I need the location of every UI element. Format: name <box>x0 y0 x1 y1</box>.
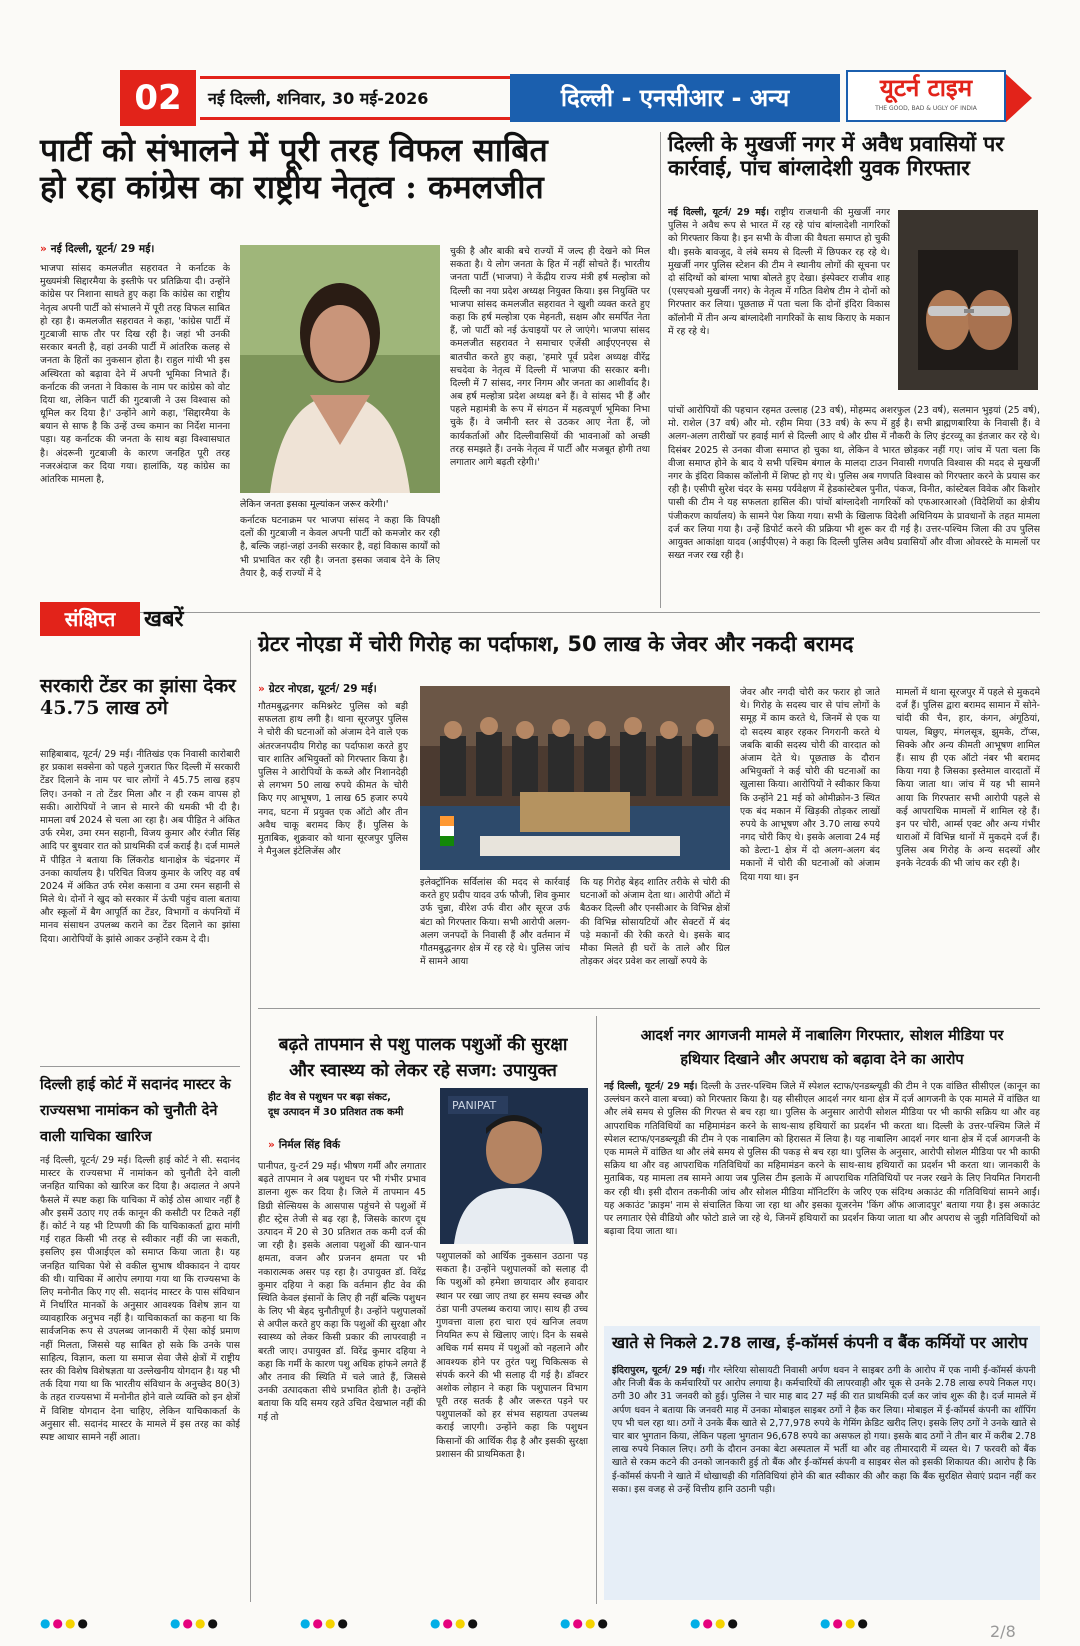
brief-divider <box>40 1066 240 1067</box>
column-divider <box>660 132 661 608</box>
article-4-photo-sign: PANIPAT <box>452 1099 497 1112</box>
article-5-headline-line-1: आदर्श नगर आगजनी मामले में नाबालिग गिरफ्तार, सोशल मीडिया पर <box>640 1027 1004 1044</box>
article-4-byline: » निर्मल सिंह विर्क <box>268 1139 341 1151</box>
article-2-photo-handcuffs <box>898 210 1038 390</box>
column-divider <box>250 640 251 1602</box>
article-4-column-1: पानीपत, यु-टर्न 29 मई। भीषण गर्मी और लगातार बढ़ते तापमान ने अब पशुधन पर भी गंभीर प्रभाव डालना शुरू कर दिया है। जिले में तापमान 45 डिग्री सेल्सियस के आसपास पहुंचने से पशुओं में हीट स्ट्रेस तेजी से बढ़ रहा है, जिसके कारण दूध उत्पादन में 20 से 30 प्रतिशत तक कमी दर्ज की जा रही है। इसके अलावा पशुओं की खान-पान क्षमता, वजन और प्रजनन क्षमता पर भी नकारात्मक असर पड़ रहा है। उपायुक्त डॉ. विरेंद्र कुमार दहिया ने कहा कि वर्तमान हीट वेव की स्थिति केवल इंसानों के लिए ही नहीं बल्कि पशुधन के लिए भी बेहद चुनौतीपूर्ण है। उन्होंने पशुपालकों से अपील करते हुए कहा कि पशुओं की सुरक्षा और स्वास्थ्य को लेकर किसी प्रकार की लापरवाही न बरती जाए। उपायुक्त डॉ. विरेंद्र कुमार दहिया ने कहा कि गर्मी के कारण पशु अधिक हांफने लगते हैं और तनाव की स्थिति में चले जाते हैं, जिससे उनकी उत्पादकता सीधे प्रभावित होती है। उन्होंने बताया कि यदि समय रहते उचित देखभाल नहीं की गई तो <box>258 1161 426 1423</box>
brief-1-headline: सरकारी टेंडर का झांसा देकर 45.75 लाख ठगे <box>40 675 236 719</box>
masthead-logo <box>846 70 1006 122</box>
article-2-column-top: नई दिल्ली, यूटर्न/ 29 मई। राष्ट्रीय राजधानी की मुखर्जी नगर पुलिस ने अवैध रूप से भारत में रह रहे पांच बांग्लादेशी नागरिकों को गिरफ्तार किया है। इन सभी के वीजा की वैधता समाप्त हो चुकी थी। इसके बावजूद, वे लंबे समय से दिल्ली में छिपकर रह रहे थे। मुखर्जी नगर पुलिस स्टेशन की टीम ने स्थानीय लोगों की सूचना पर दो संदिग्धों को बांग्ला भाषा बोलते हुए देखा। इंस्पेक्टर राजीव शाह (एसएचओ मुखर्जी नगर) के नेतृत्व में गठित विशेष टीम ने दोनों को गिरफ्तार कर लिया। पूछताछ में पता चला कि दोनों इंदिरा विकास कॉलोनी में तीन अन्य बांग्लादेशी नागरिकों के साथ किराए के मकान में रह रहे थे। <box>668 207 890 337</box>
article-6-dateline: इंदिरापुरम, यूटर्न/ 29 मई। <box>612 1365 705 1376</box>
page-header <box>40 70 1040 126</box>
article-3-column-5: मामलों में थाना सूरजपुर में पहले से मुकदमे दर्ज हैं। पुलिस द्वारा बरामद सामान में सोने-चांदी की चैन, हार, कंगन, अंगूठियां, पायल, बिछुए, मंगलसूत्र, झुमके, टॉप्स, सिक्के और अन्य कीमती आभूषण शामिल हैं। साथ ही एक ऑटो नंबर भी बरामद किया गया है जिसका इस्तेमाल वारदातों में किया जाता था। जांच में यह भी सामने आया कि गिरफ्तार सभी आरोपी पहले से कई आपराधिक मामलों में शामिल रहे हैं। इन पर चोरी, आर्म्स एक्ट और अन्य गंभीर धाराओं में विभिन्न थानों में मुकदमे दर्ज हैं। पुलिस अब गिरोह के अन्य सदस्यों और इनके नेटवर्क की भी जांच कर रही है। <box>896 687 1040 870</box>
registration-marks: ●●●● <box>40 1616 90 1630</box>
article-4-subheadline: हीट वेव से पशुधन पर बढ़ा संकट, दूध उत्पादन में 30 प्रतिशत तक कमी <box>268 1092 404 1118</box>
article-5-text: नई दिल्ली, यूटर्न/ 29 मई। दिल्ली के उत्तर-पश्चिम जिले में स्पेशल स्टाफ/एनडब्ल्यूडी की टीम ने एक वांछित सीसीएल (कानून का उल्लंघन करने वाला बच्चा) को गिरफ्तार किया है। यह सीसीएल आदर्श नगर थाना क्षेत्र में दर्ज आगजनी के एक मामले में वांछित था और लंबे समय से पुलिस की गिरफ्त से बच रहा था। पुलिस के अनुसार आरोपी सोशल मीडिया पर भी काफी सक्रिय था और वह आपराधिक गतिविधियों का महिमामंडन करने के साथ-साथ हथियारों का प्रदर्शन भी करता था। दिल्ली के उत्तर-पश्चिम जिले में स्पेशल स्टाफ/एनडब्ल्यूडी की टीम ने एक नाबालिग को हिरासत में लिया है। यह नाबालिग आदर्श नगर थाना क्षेत्र में दर्ज आगजनी के एक मामले में वांछित था और लंबे समय से पुलिस की पकड़ से बच रहा था। पुलिस के अनुसार, आरोपी सोशल मीडिया पर भी काफी सक्रिय था और वह आपराधिक गतिविधियों का महिमामंडन करने के साथ-साथ हथियारों का प्रदर्शन भी करता था। जानकारी के मुताबिक, यह मामला तब सामने आया जब पुलिस टीम इलाके में आपराधिक गतिविधियों पर नजर रखने के लिए नियमित निगरानी कर रही थी। इसी दौरान तकनीकी जांच और सोशल मीडिया मॉनिटरिंग के जरिए एक संदिग्ध अकाउंट की गतिविधियां सामने आईं। यह अकाउंट 'क्राइम' नाम से संचालित किया जा रहा था और इसका यूजरनेम 'किंग ऑफ आजादपुर' बताया गया है। इस अकाउंट पर लगातार ऐसे वीडियो और फोटो डाले जा रहे थे, जिनमें हथियारों का प्रदर्शन किया जाता था और अपराध से जुड़ी गतिविधियों को बढ़ावा दिया जाता था। <box>604 1081 1040 1238</box>
brief-2-headline: दिल्ली हाई कोर्ट में सदानंद मास्टर के राज्यसभा नामांकन को चुनौती देने वाली याचिका खारिज <box>40 1076 231 1146</box>
page-indicator: 2/8 <box>990 1622 1016 1641</box>
article-4-column-2: पशुपालकों को आर्थिक नुकसान उठाना पड़ सकता है। उन्होंने पशुपालकों को सलाह दी कि पशुओं को हमेशा छायादार और हवादार स्थान पर रखा जाए तथा हर समय स्वच्छ और ठंडा पानी उपलब्ध कराया जाए। साथ ही उच्च गुणवत्ता वाला हरा चारा एवं खनिज लवण नियमित रूप से खिलाए जाएं। दिन के सबसे अधिक गर्म समय में पशुओं को नहलाने और आवश्यक होने पर तुरंत पशु चिकित्सक से संपर्क करने की भी सलाह दी गई है। डॉक्टर अशोक लोहान ने कहा कि पशुपालन विभाग पूरी तरह सतर्क है और जरूरत पड़ने पर पशुपालकों को हर संभव सहायता उपलब्ध कराई जाएगी। उन्होंने कहा कि पशुधन किसानों की आर्थिक रीढ़ है और इसकी सुरक्षा प्रशासन की प्राथमिकता है। <box>436 1251 588 1460</box>
article-1-byline: » नई दिल्ली, यूटर्न/ 29 मई। <box>40 243 155 255</box>
article-3-column-3: कि यह गिरोह बेहद शातिर तरीके से चोरी की घटनाओं को अंजाम देता था। आरोपी ऑटो में बैठकर दिल्ली और एनसीआर के विभिन्न क्षेत्रों की विभिन्न सोसायटियों और सेक्टरों में बंद पड़े मकानों की रेकी करते थे। इसके बाद मौका मिलते ही घरों के ताले और ग्रिल तोड़कर अंदर प्रवेश कर लाखों रुपये के <box>580 877 730 968</box>
section-divider <box>258 1008 1040 1009</box>
logo-tagline: THE GOOD, BAD & UGLY OF INDIA <box>875 105 977 112</box>
article-3-photo-police <box>420 686 730 870</box>
registration-marks: ●●●● <box>690 1616 740 1630</box>
header-arrow-icon <box>1006 74 1032 122</box>
page-number: 02 <box>120 70 196 126</box>
article-4-headline <box>258 1032 588 1085</box>
article-2-dateline: नई दिल्ली, यूटर्न/ 29 मई। <box>668 207 770 218</box>
article-1-column-1: भाजपा सांसद कमलजीत सहरावत ने कर्नाटक के मुख्यमंत्री सिद्दारमैया के इस्तीफे पर प्रतिक्रिया दी। उन्होंने कांग्रेस पर निशाना साधते हुए कहा कि कांग्रेस का राष्ट्रीय नेतृत्व अपनी पार्टी को संभालने में पूरी तरह विफल साबित हो रहा है। कमलजीत सहरावत ने कहा, 'कांग्रेस पार्टी में गुटबाजी साफ तौर पर दिख रही है। जहां भी उनकी सरकार बनती है, वहां उनकी पार्टी में आंतरिक कलह से जनता के हितों का नुकसान होता है। राहुल गांधी भी इस अस्थिरता को बढ़ावा देने में अपनी भूमिका निभाते हैं। कर्नाटक की जनता ने विकास के नाम पर कांग्रेस को वोट दिया था, लेकिन पार्टी की गुटबाजी ने उस विश्वास को धूमिल कर दिया है।' उन्होंने आगे कहा, 'सिद्दारमैया के बयान से साफ है कि उन्हें उच्च कमान का निर्देश मानना पड़ा। यह कर्नाटक की जनता के साथ बड़ा विश्वासघात है। अंदरूनी गुटबाजी के कारण जनहित पूरी तरह नजरअंदाज कर दिया गया। हालांकि, यह कांग्रेस का आंतरिक मामला है, <box>40 263 230 485</box>
article-2-headline-line-1: दिल्ली के मुखर्जी नगर में अवैध प्रवासियों पर <box>668 131 1004 156</box>
registration-marks: ●●●● <box>430 1616 480 1630</box>
article-1-photo-caption: लेकिन जनता इसका मूल्यांकन जरूर करेगी।' <box>240 499 389 510</box>
brief-2-text: नई दिल्ली, यूटर्न/ 29 मई। दिल्ली हाई कोर्ट ने सी. सदानंद मास्टर के राज्यसभा में नामांकन को चुनौती देने वाली जनहित याचिका को खारिज कर दिया है। अदालत ने अपने फैसले में स्पष्ट कहा कि याचिका में कोई ठोस आधार नहीं है और इसमें उठाए गए तर्क कानून की कसौटी पर टिकते नहीं हैं। कोर्ट ने यह भी टिप्पणी की कि याचिकाकर्ता द्वारा मांगी गई राहत किसी भी तरह से स्वीकार नहीं की जा सकती, इसलिए इस पीआईएल को समाप्त किया जाता है। यह जनहित याचिका पेशे से वकील सुभाष थीक्कादन ने दायर की थी। याचिका में आरोप लगाया गया था कि राज्यसभा के लिए मनोनीत किए गए सी. सदानंद मास्टर के पास संविधान में निर्धारित मानकों के अनुसार आवश्यक विशेष ज्ञान या व्यावहारिक अनुभव नहीं है। याचिकाकर्ता का कहना था कि सार्वजनिक रूप से उपलब्ध जानकारी में ऐसा कोई प्रमाण नहीं मिलता, जिससे यह साबित हो सके कि उनके पास साहित्य, विज्ञान, कला या समाज सेवा जैसे क्षेत्रों में राष्ट्रीय स्तर की विशेष विशेषज्ञता या उल्लेखनीय योगदान है। यह भी तर्क दिया गया था कि भारतीय संविधान के अनुच्छेद 80(3) के तहत राज्यसभा में मनोनीत होने वाले व्यक्ति को इन क्षेत्रों में विशिष्ट योगदान देना चाहिए, लेकिन याचिकाकर्ता के अनुसार सी. सदानंद मास्टर के मामले में इस तरह का कोई स्पष्ट आधार सामने नहीं आता। <box>40 1155 240 1443</box>
column-divider <box>596 1016 597 1604</box>
article-3-column-4: जेवर और नगदी चोरी कर फरार हो जाते थे। गिरोह के सदस्य चार से पांच लोगों के समूह में काम करते थे, जिनमें से एक या दो सदस्य बाहर रहकर निगरानी करते थे जबकि बाकी सदस्य चोरी की वारदात को अंजाम देते थे। पूछताछ के दौरान अभियुक्तों ने कई चोरी की घटनाओं का खुलासा किया। आरोपियों ने स्वीकार किया कि उन्होंने 21 मई को ओमीक्रोन-3 स्थित एक बंद मकान में खिड़की तोड़कर लाखों रुपये के आभूषण और 3.70 लाख रुपये नगद चोरी किए थे। इसके अलावा 24 मई को डेल्टा-1 क्षेत्र में दो अलग-अलग बंद मकानों में चोरी की घटनाओं को अंजाम दिया गया था। इन <box>740 687 880 883</box>
article-1-headline-line-1: पार्टी को संभालने में पूरी तरह विफल साबित <box>40 131 548 169</box>
briefs-tag-2: खबरें <box>144 606 184 632</box>
article-5-dateline: नई दिल्ली, यूटर्न/ 29 मई। <box>604 1081 698 1092</box>
logo-text: यूटर्न टाइम <box>879 74 973 102</box>
article-3-column-2: इलेक्ट्रॉनिक सर्विलांस की मदद से कार्रवाई करते हुए प्रदीप यादव उर्फ फौजी, शिव कुमार उर्फ चुन्ना, वीरेश उर्फ वीरा और सूरज उर्फ बंटा को गिरफ्तार किया। सभी आरोपी अलग-अलग जनपदों के निवासी हैं और वर्तमान में गौतमबुद्धनगर क्षेत्र में रह रहे थे। पुलिस जांच में सामने आया <box>420 877 570 968</box>
article-2-column-bottom: पांचों आरोपियों की पहचान रहमत उल्लाह (23 वर्ष), मोहम्मद अशरफुल (23 वर्ष), सलमान भुइयां (25 वर्ष), मो. राशेल (37 वर्ष) और मो. रहीम मिया (33 वर्ष) के रूप में हुई है। सभी ब्राह्मणबारिया के निवासी हैं। वे अलग-अलग तारीखों पर हवाई मार्ग से दिल्ली आए थे और ग्रीस में नौकरी के लिए इंटरव्यू का इंतजार कर रहे थे। दिसंबर 2025 से उनका वीजा समाप्त हो चुका था, लेकिन वे भारत छोड़कर नहीं गए। जांच में पता चला कि वीजा समाप्त होने के बाद ये सभी पश्चिम बंगाल के मालदा टाउन निवासी गणपति विश्वास की मदद से मुखर्जी नगर के इंदिरा विकास कॉलोनी में शिफ्ट हो गए थे। पुलिस अब गणपति विश्वास को गिरफ्तार करने के प्रयास कर रही है। एसीपी सुरेश चंदर के समग्र पर्यवेक्षण में हेडकांस्टेबल पुनीत, पंकज, विनीत, कांस्टेबल विवेक और किशोर पासी की टीम ने यह सफलता हासिल की। पांचों बांग्लादेशी नागरिकों को एफआरआरओ (विदेशियों का क्षेत्रीय पंजीकरण कार्यालय) के सामने पेश किया गया। सभी के खिलाफ विदेशी अधिनियम के प्रावधानों के तहत मामला दर्ज कर लिया गया है। उन्हें डिपोर्ट करने की प्रक्रिया भी शुरू कर दी गई है। उत्तर-पश्चिम जिला की उप पुलिस आयुक्त आकांक्षा यादव (आईपीएस) ने कहा कि दिल्ली पुलिस अवैध प्रवासियों और वीजा ओवरस्टे के मामलों पर सख्त नजर रख रही है। <box>668 405 1040 562</box>
briefs-banner <box>40 602 240 636</box>
article-6-headline: खाते से निकले 2.78 लाख, ई-कॉमर्स कंपनी व बैंक कर्मियों पर आरोप <box>612 1333 1028 1352</box>
article-2-headline-line-2: कार्रवाई, पांच बांग्लादेशी युवक गिरफ्तार <box>668 155 970 181</box>
article-4-photo <box>440 1088 588 1244</box>
registration-marks: ●●●● <box>560 1616 610 1630</box>
article-1-column-3: चुकी है और बाकी बचे राज्यों में जल्द ही देखने को मिल सकता है। ये लोग जनता के हित में नहीं सोचते हैं। भारतीय जनता पार्टी (भाजपा) ने केंद्रीय राज्य मंत्री हर्ष मल्होत्रा को दिल्ली का नया प्रदेश अध्यक्ष नियुक्त किया। इस नियुक्ति पर भाजपा सांसद कमलजीत सहरावत ने खुशी व्यक्त करते हुए कहा कि हर्ष मल्होत्रा एक मेहनती, सक्षम और समर्पित नेता हैं, जो पार्टी को नई ऊंचाइयों पर ले जाएंगे। भाजपा सांसद कमलजीत सहरावत ने समाचार एजेंसी आईएएनएस से बातचीत करते हुए कहा, 'हमारे पूर्व प्रदेश अध्यक्ष वीरेंद्र सचदेवा के नेतृत्व में दिल्ली में भाजपा की सरकार बनी। दिल्ली में 7 सांसद, नगर निगम और जनता का आशीर्वाद है। अब हर्ष मल्होत्रा प्रदेश अध्यक्ष बने हैं। वे सांसद भी हैं और पहले महामंत्री के रूप में संगठन में महत्वपूर्ण भूमिका निभा चुके हैं। वे जमीनी स्तर से उठकर आए नेता हैं, जो कार्यकर्ताओं और दिल्लीवासियों की भावनाओं को अच्छी तरह समझते हैं। उनके नेतृत्व में पार्टी और मजबूत होगी तथा लगातार आगे बढ़ती रहेगी।' <box>450 246 650 468</box>
article-3-column-1: गौतमबुद्धनगर कमिश्नरेट पुलिस को बड़ी सफलता हाथ लगी है। थाना सूरजपुर पुलिस ने चोरी की घटनाओं को अंजाम देने वाले एक अंतरजनपदीय गिरोह का पर्दाफाश करते हुए चार शातिर अभियुक्तों को गिरफ्तार किया है। पुलिस ने आरोपियों के कब्जे और निशानदेही से लगभग 50 लाख रुपये कीमत के चोरी किए गए आभूषण, 1 लाख 65 हजार रुपये नगद, घटना में प्रयुक्त एक ऑटो और तीन अवैध चाकू बरामद किए हैं। पुलिस के मुताबिक, शुक्रवार को थाना सूरजपुर पुलिस ने मैनुअल इंटेलिजेंस और <box>258 701 408 858</box>
article-1-headline <box>40 132 670 206</box>
article-3-headline: ग्रेटर नोएडा में चोरी गिरोह का पर्दाफाश, 50 लाख के जेवर और नकदी बरामद <box>258 632 854 656</box>
article-1-headline-line-2: हो रहा कांग्रेस का राष्ट्रीय नेतृत्व : कमलजीत <box>40 167 544 206</box>
article-5-headline <box>604 1024 1040 1072</box>
brief-1-text: साहिबाबाद, यूटर्न/ 29 मई। नीतिखंड एक निवासी कारोबारी हर प्रकाश सक्सेना को पहले गुजरात फिर दिल्ली में सरकारी टेंडर दिलाने के नाम पर चार लोगों ने 45.75 लाख हड़प लिए। उनको न तो टेंडर मिला और न ही रकम वापस हो सकी। आरोपियों ने जान से मारने की धमकी भी दी है। मामला वर्ष 2024 से चला आ रहा है। अब पीड़ित ने अंकित उर्फ रमेश, उमा रमन सहानी, विजय कुमार और रंजीत सिंह आदि पर बुधवार रात को प्राथमिकी दर्ज कराई है। दर्ज मामले में पीड़ित ने बताया कि लिंकरोड थानाक्षेत्र के चंद्रनगर में उनका कार्यालय है। परिचित विजय कुमार के जरिए वह वर्ष 2024 में अंकित उर्फ रमेश कसाना व उमा रमन सहानी से मिले थे। दोनों ने खुद को सरकार में ऊंची पहुंच वाला बताया और स्कूलों में बैग आपूर्ति का टेंडर, विभागों व कंपनियों में मानव संसाधन उपलब्ध कराने का टेंडर दिलाने का झांसा दिया। आरोपियों के झांसे आकर उन्होंने रकम दे दी। <box>40 749 240 945</box>
registration-marks: ●●●● <box>170 1616 220 1630</box>
article-4-headline-line-2: और स्वास्थ्य को लेकर रहे सजग: उपायुक्त <box>289 1061 557 1082</box>
section-title: दिल्ली - एनसीआर - अन्य <box>510 74 840 122</box>
article-1-column-2: कर्नाटक घटनाक्रम पर भाजपा सांसद ने कहा कि विपक्षी दलों की गुटबाजी न केवल अपनी पार्टी को कमजोर कर रही है, बल्कि जहां-जहां उनकी सरकार है, वहां विकास कार्यों को भी प्रभावित कर रही है। जनता इसका जवाब देने के लिए तैयार है, कई राज्यों में दे <box>240 515 440 579</box>
article-1-photo <box>240 245 440 493</box>
date-line: नई दिल्ली, शनिवार, 30 मई-2026 <box>200 76 530 120</box>
article-5-headline-line-2: हथियार दिखाने और अपराध को बढ़ावा देने का आरोप <box>680 1050 964 1068</box>
registration-marks: ●●●● <box>820 1616 870 1630</box>
article-3-byline: » ग्रेटर नोएडा, यूटर्न/ 29 मई। <box>258 683 377 695</box>
registration-marks: ●●●● <box>300 1616 350 1630</box>
article-6-text: इंदिरापुरम, यूटर्न/ 29 मई। गौर ग्लेरिया सोसायटी निवासी अर्पण धवन ने साइबर ठगी के आरोप में एक नामी ई-कॉमर्स कंपनी और निजी बैंक के कर्मचारियों पर आरोप लगाया है। कर्मचारियों की लापरवाही और चूक से उनके 2.78 लाख रुपये निकल गए। ठगी 30 और 31 जनवरी को हुई। पुलिस ने चार माह बाद 27 मई की रात प्राथमिकी दर्ज कर जांच शुरू की है। दर्ज मामले में अर्पण धवन ने बताया कि जनवरी माह में उनका मोबाइल साइबर ठगों ने हैक कर लिया। मोबाइल में ई-कॉमर्स कंपनी का शॉपिंग एप भी चल रहा था। ठगों ने उनके बैंक खाते से 2,77,978 रुपये के गेमिंग क्रेडिट खरीद लिए। इसके लिए ठगों ने उनके खाते से चार बार भुगतान किया, लेकिन पहला भुगतान 96,678 रुपये का असफल हो गया। इसके बाद ठगों ने तीन बार में करीब 2.78 लाख रुपये निकाल लिए। ठगी के दौरान उनका बेटा अस्पताल में भर्ती था और वह तीमारदारी में व्यस्त थे। 7 फरवरी को बैंक खाते से रकम कटने की उनको जानकारी हुई तो बैंक और ई-कॉमर्स कंपनी व साइबर सेल को इसकी शिकायत की। आरोप है कि ई-कॉमर्स कंपनी ने खाते में धोखाधड़ी की गतिविधियां होने की बात स्वीकार की और कहा कि बैंक सुरक्षित सेवाएं प्रदान नहीं कर सका। इस वजह से उन्हें वित्तीय हानि उठानी पड़ी। <box>612 1365 1036 1495</box>
article-2-headline <box>668 132 1040 180</box>
briefs-tag: संक्षिप्त <box>40 602 140 636</box>
article-4-headline-line-1: बढ़ते तापमान से पशु पालक पशुओं की सुरक्षा <box>278 1035 568 1055</box>
